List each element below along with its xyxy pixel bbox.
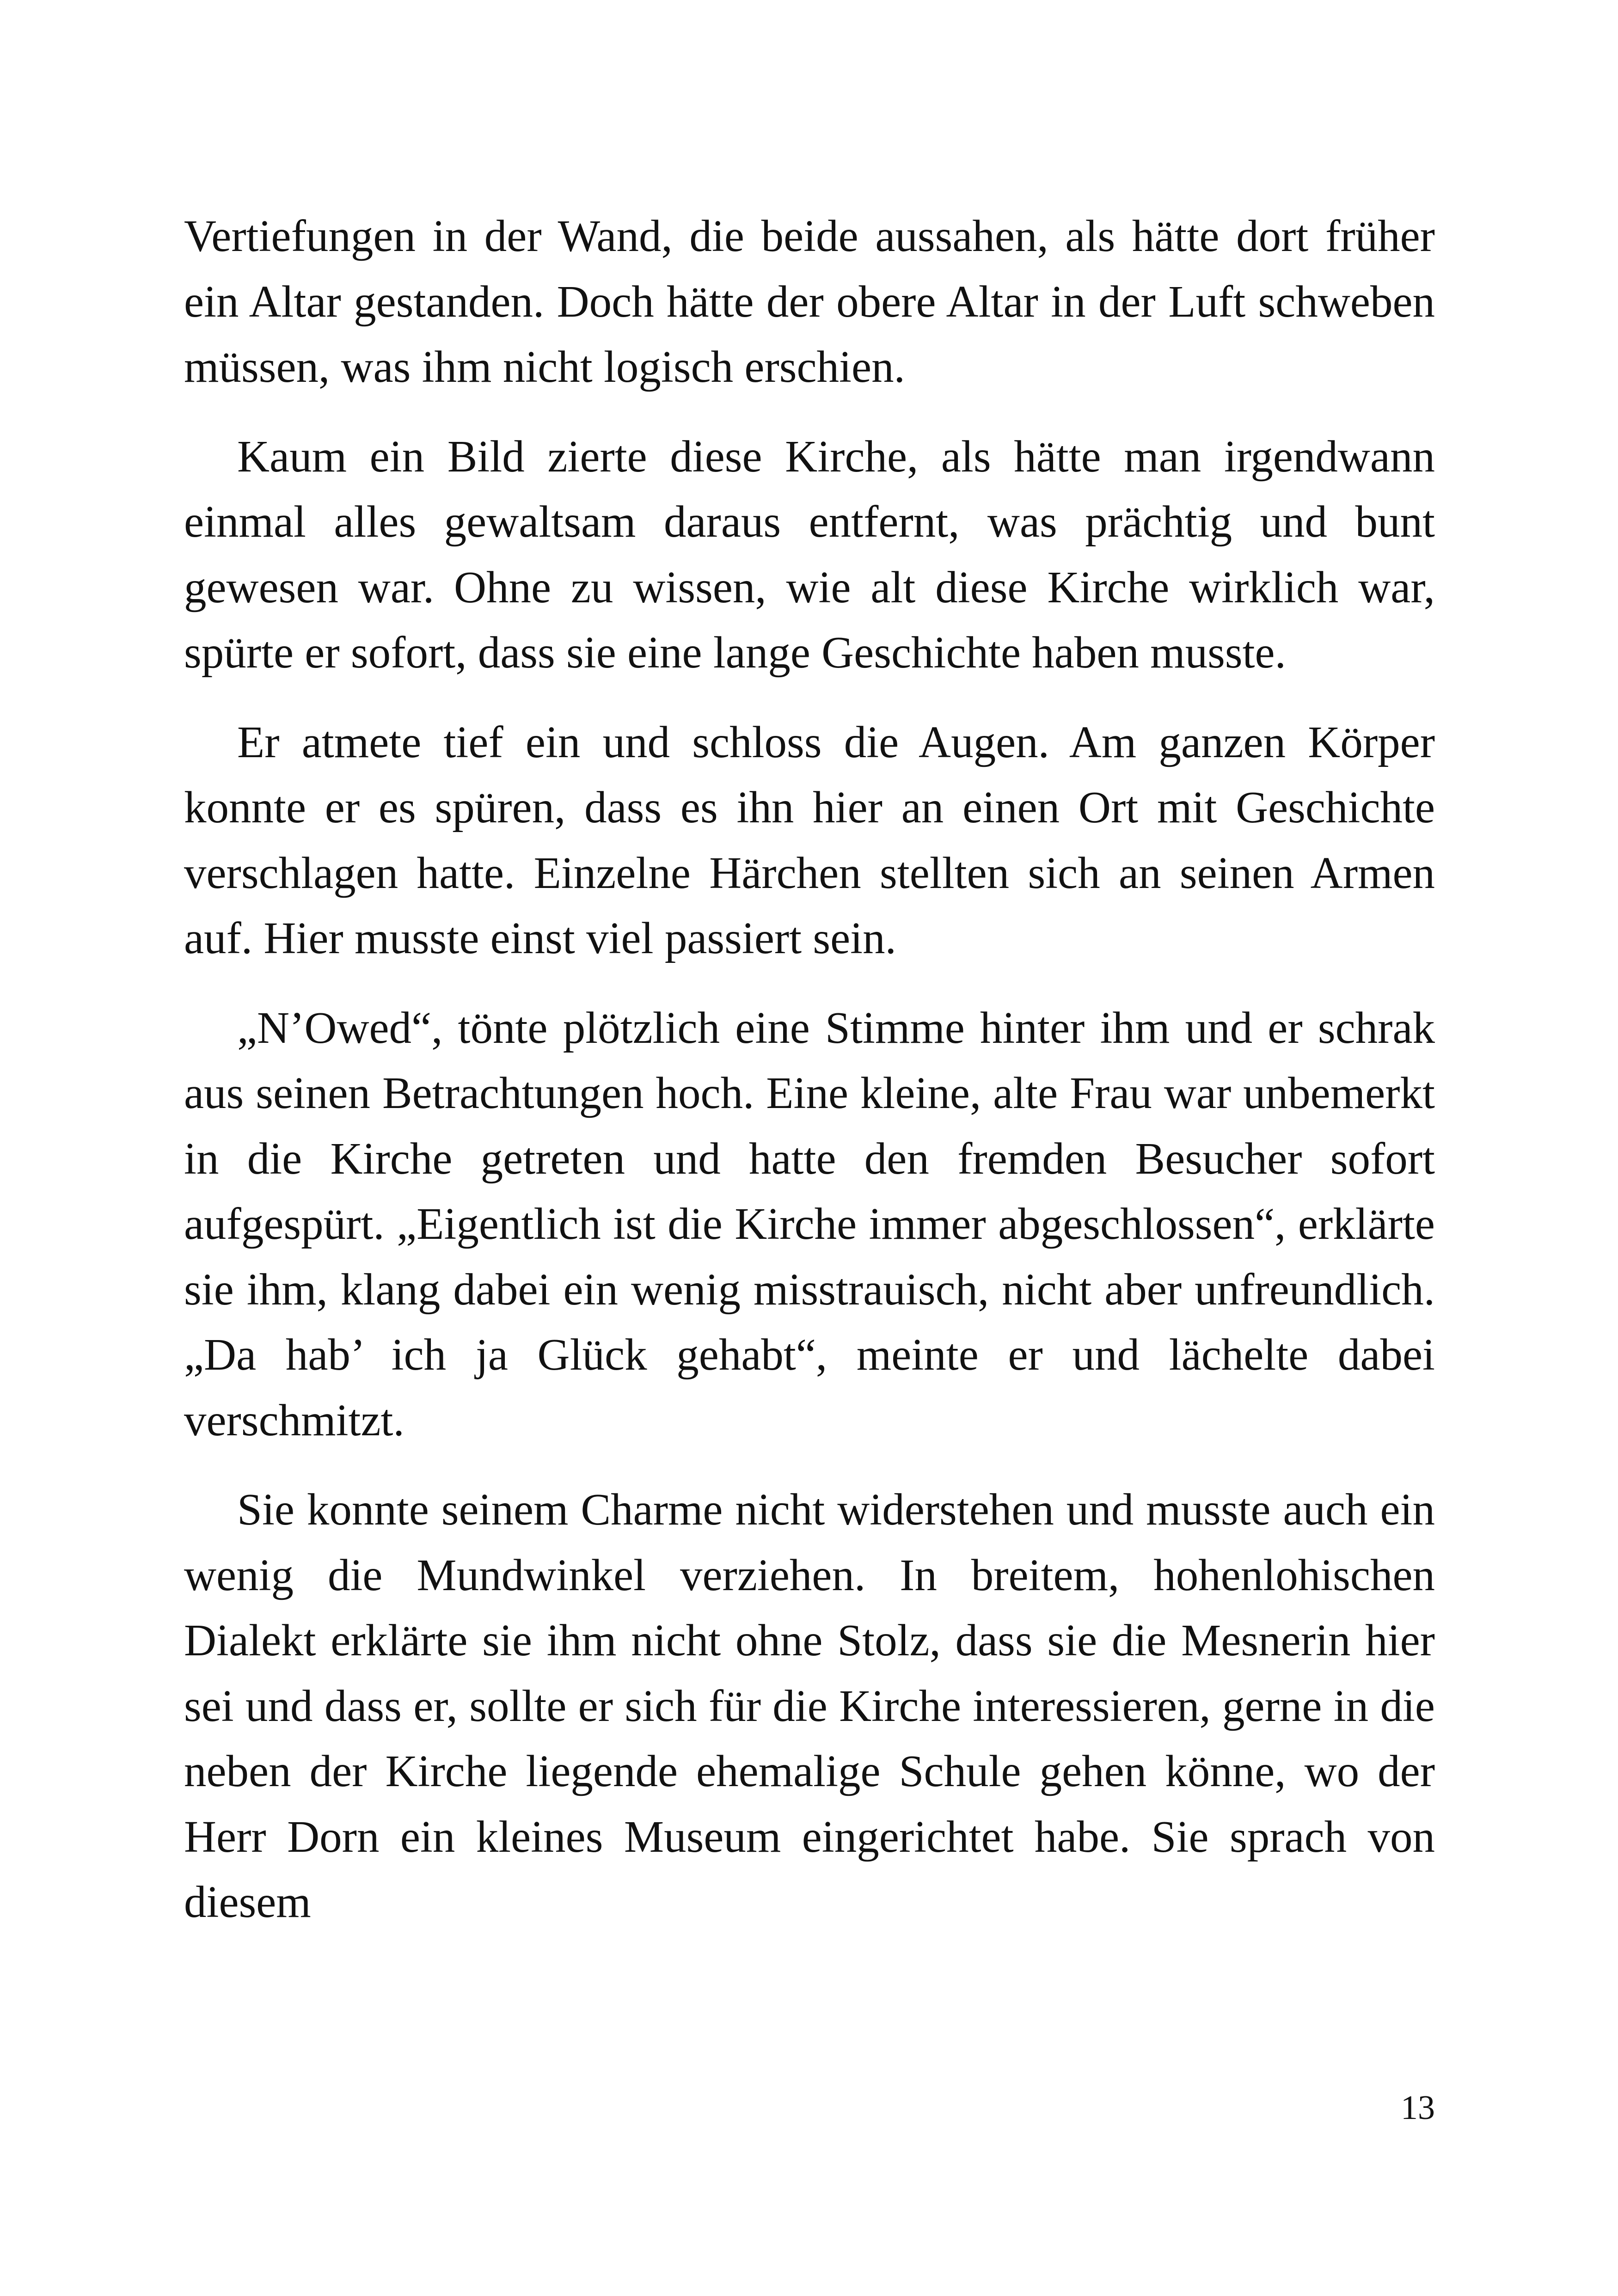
paragraph-1: Vertiefungen in der Wand, die beide aussahen, als hätte dort früher ein Altar gestanden. Doch hätte der obere Altar in der Luft schweben müssen, was ihm nicht logisch erschien. (184, 211, 1435, 392)
paragraph-4: „N’Owed“, tönte plötzlich eine Stimme hinter ihm und er schrak aus seinen Betrachtungen hoch. Eine kleine, alte Frau war unbemerkt in die Kirche getreten und hatte den fremden Besucher sofort aufgespürt. „Eigentlich ist die Kirche immer abgeschlossen“, erklärte sie ihm, klang dabei ein wenig misstrauisch, nicht aber unfreundlich. „Da hab’ ich ja Glück gehabt“, meinte er und lächelte dabei verschmitzt. (184, 1003, 1435, 1445)
paragraph-2: Kaum ein Bild zierte diese Kirche, als hätte man irgendwann einmal alles gewaltsam daraus entfernt, was prächtig und bunt gewesen war. Ohne zu wissen, wie alt diese Kirche wirklich war, spürte er sofort, dass sie eine lange Geschichte haben musste. (184, 431, 1435, 677)
paragraph-5: Sie konnte seinem Charme nicht widerstehen und musste auch ein wenig die Mundwinkel verziehen. In breitem, hohenlohischen Dialekt erklärte sie ihm nicht ohne Stolz, dass sie die Mesnerin hier sei und dass er, sollte er sich für die Kirche interessieren, gerne in die neben der Kirche liegende ehemalige Schule gehen könne, wo der Herr Dorn ein kleines Museum eingerichtet habe. Sie sprach von diesem (184, 1485, 1435, 1927)
body-text (184, 203, 1435, 1959)
paragraph-3: Er atmete tief ein und schloss die Augen. Am ganzen Körper konnte er es spüren, dass es ihn hier an einen Ort mit Geschichte verschlagen hatte. Einzelne Härchen stellten sich an seinen Armen auf. Hier musste einst viel passiert sein. (184, 717, 1435, 963)
page-number: 13 (1401, 2089, 1435, 2127)
